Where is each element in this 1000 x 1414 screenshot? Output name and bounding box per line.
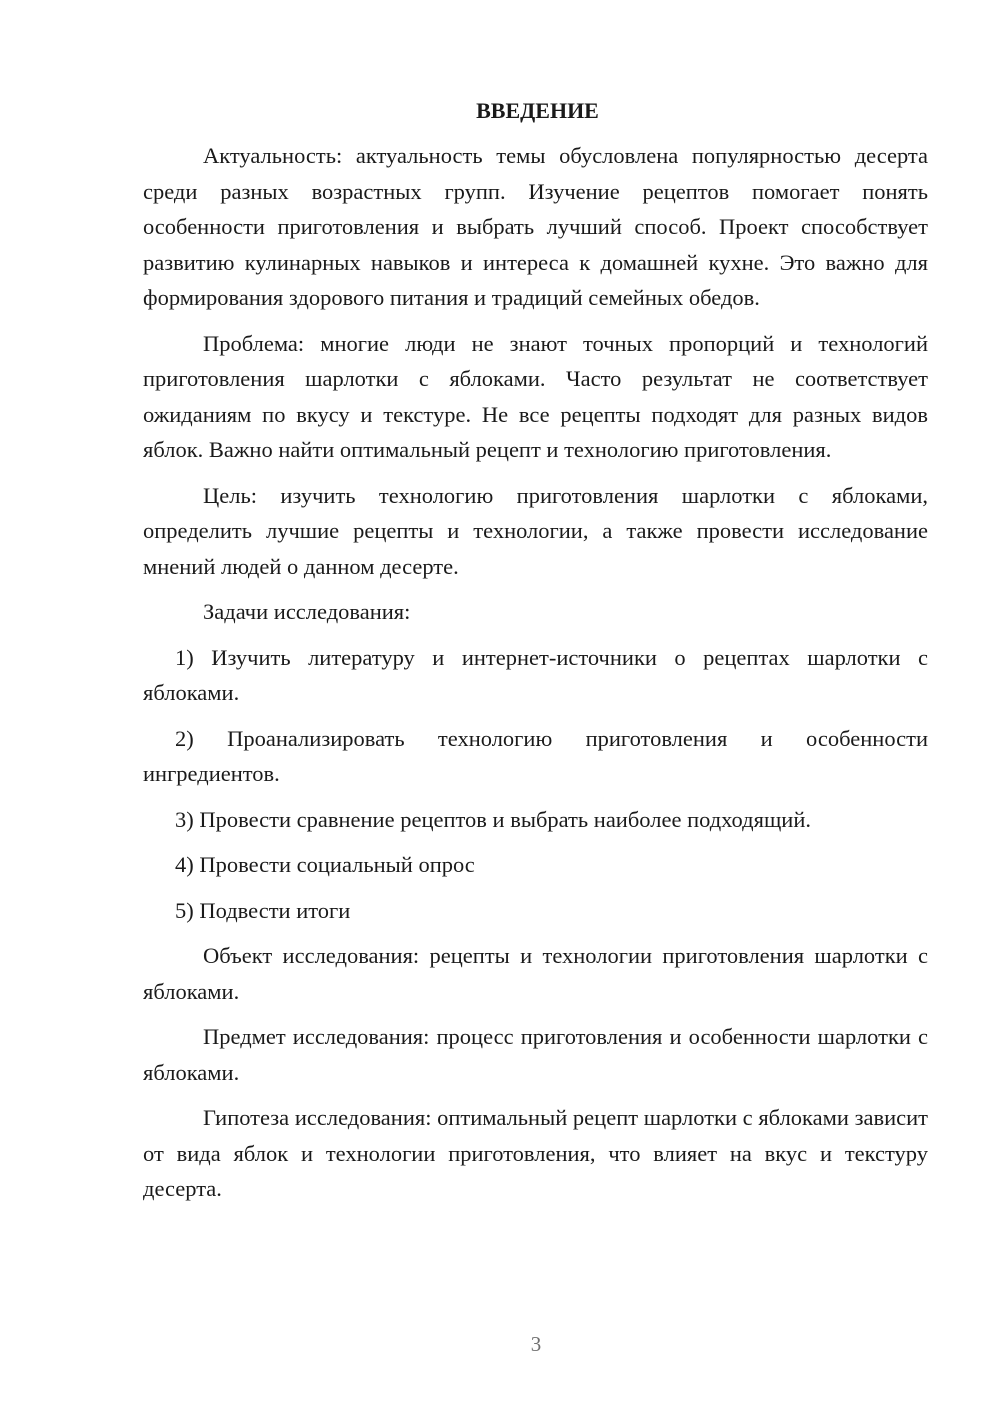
goal-paragraph: Цель: изучить технологию приготовления шарлотки с яблоками, определить лучшие рецепты и технологии, а также провести исследование мнений людей о данном десерте. <box>143 482 928 579</box>
page-title: ВВЕДЕНИЕ <box>476 98 599 123</box>
subject-paragraph: Предмет исследования: процесс приготовления и особенности шарлотки с яблоками. <box>143 1024 928 1085</box>
task-item-2: 2) Проанализировать технологию приготовления и особенности ингредиентов. <box>143 725 928 786</box>
page-number: 3 <box>530 1332 542 1356</box>
relevance-paragraph: Актуальность: актуальность темы обусловлена популярностью десерта среди разных возрастных групп. Изучение рецептов помогает понять особенности приготовления и выбрать лучший способ. Проект способствует развитию кулинарных навыков и интереса к домашней кухне. Это важно для формирования здорового питания и традиций семейных обедов. <box>143 143 928 310</box>
problem-paragraph: Проблема: многие люди не знают точных пропорций и технологий приготовления шарлотки с яблоками. Часто результат не соответствует ожиданиям по вкусу и текстуре. Не все рецепты подходят для разных видов яблок. Важно найти оптимальный рецепт и технологию приготовления. <box>143 330 928 462</box>
hypothesis-paragraph: Гипотеза исследования: оптимальный рецепт шарлотки с яблоками зависит от вида яблок и технологии приготовления, что влияет на вкус и текстуру десерта. <box>143 1105 928 1201</box>
task-item-5: 5) Подвести итоги <box>175 897 351 923</box>
task-item-4: 4) Провести социальный опрос <box>175 852 475 877</box>
task-item-1: 1) Изучить литературу и интернет-источники о рецептах шарлотки с яблоками. <box>143 644 928 705</box>
document-page <box>143 94 928 1217</box>
task-item-3: 3) Провести сравнение рецептов и выбрать наиболее подходящий. <box>175 806 811 832</box>
object-paragraph: Объект исследования: рецепты и технологии приготовления шарлотки с яблоками. <box>143 943 928 1004</box>
tasks-title: Задачи исследования: <box>203 599 411 624</box>
